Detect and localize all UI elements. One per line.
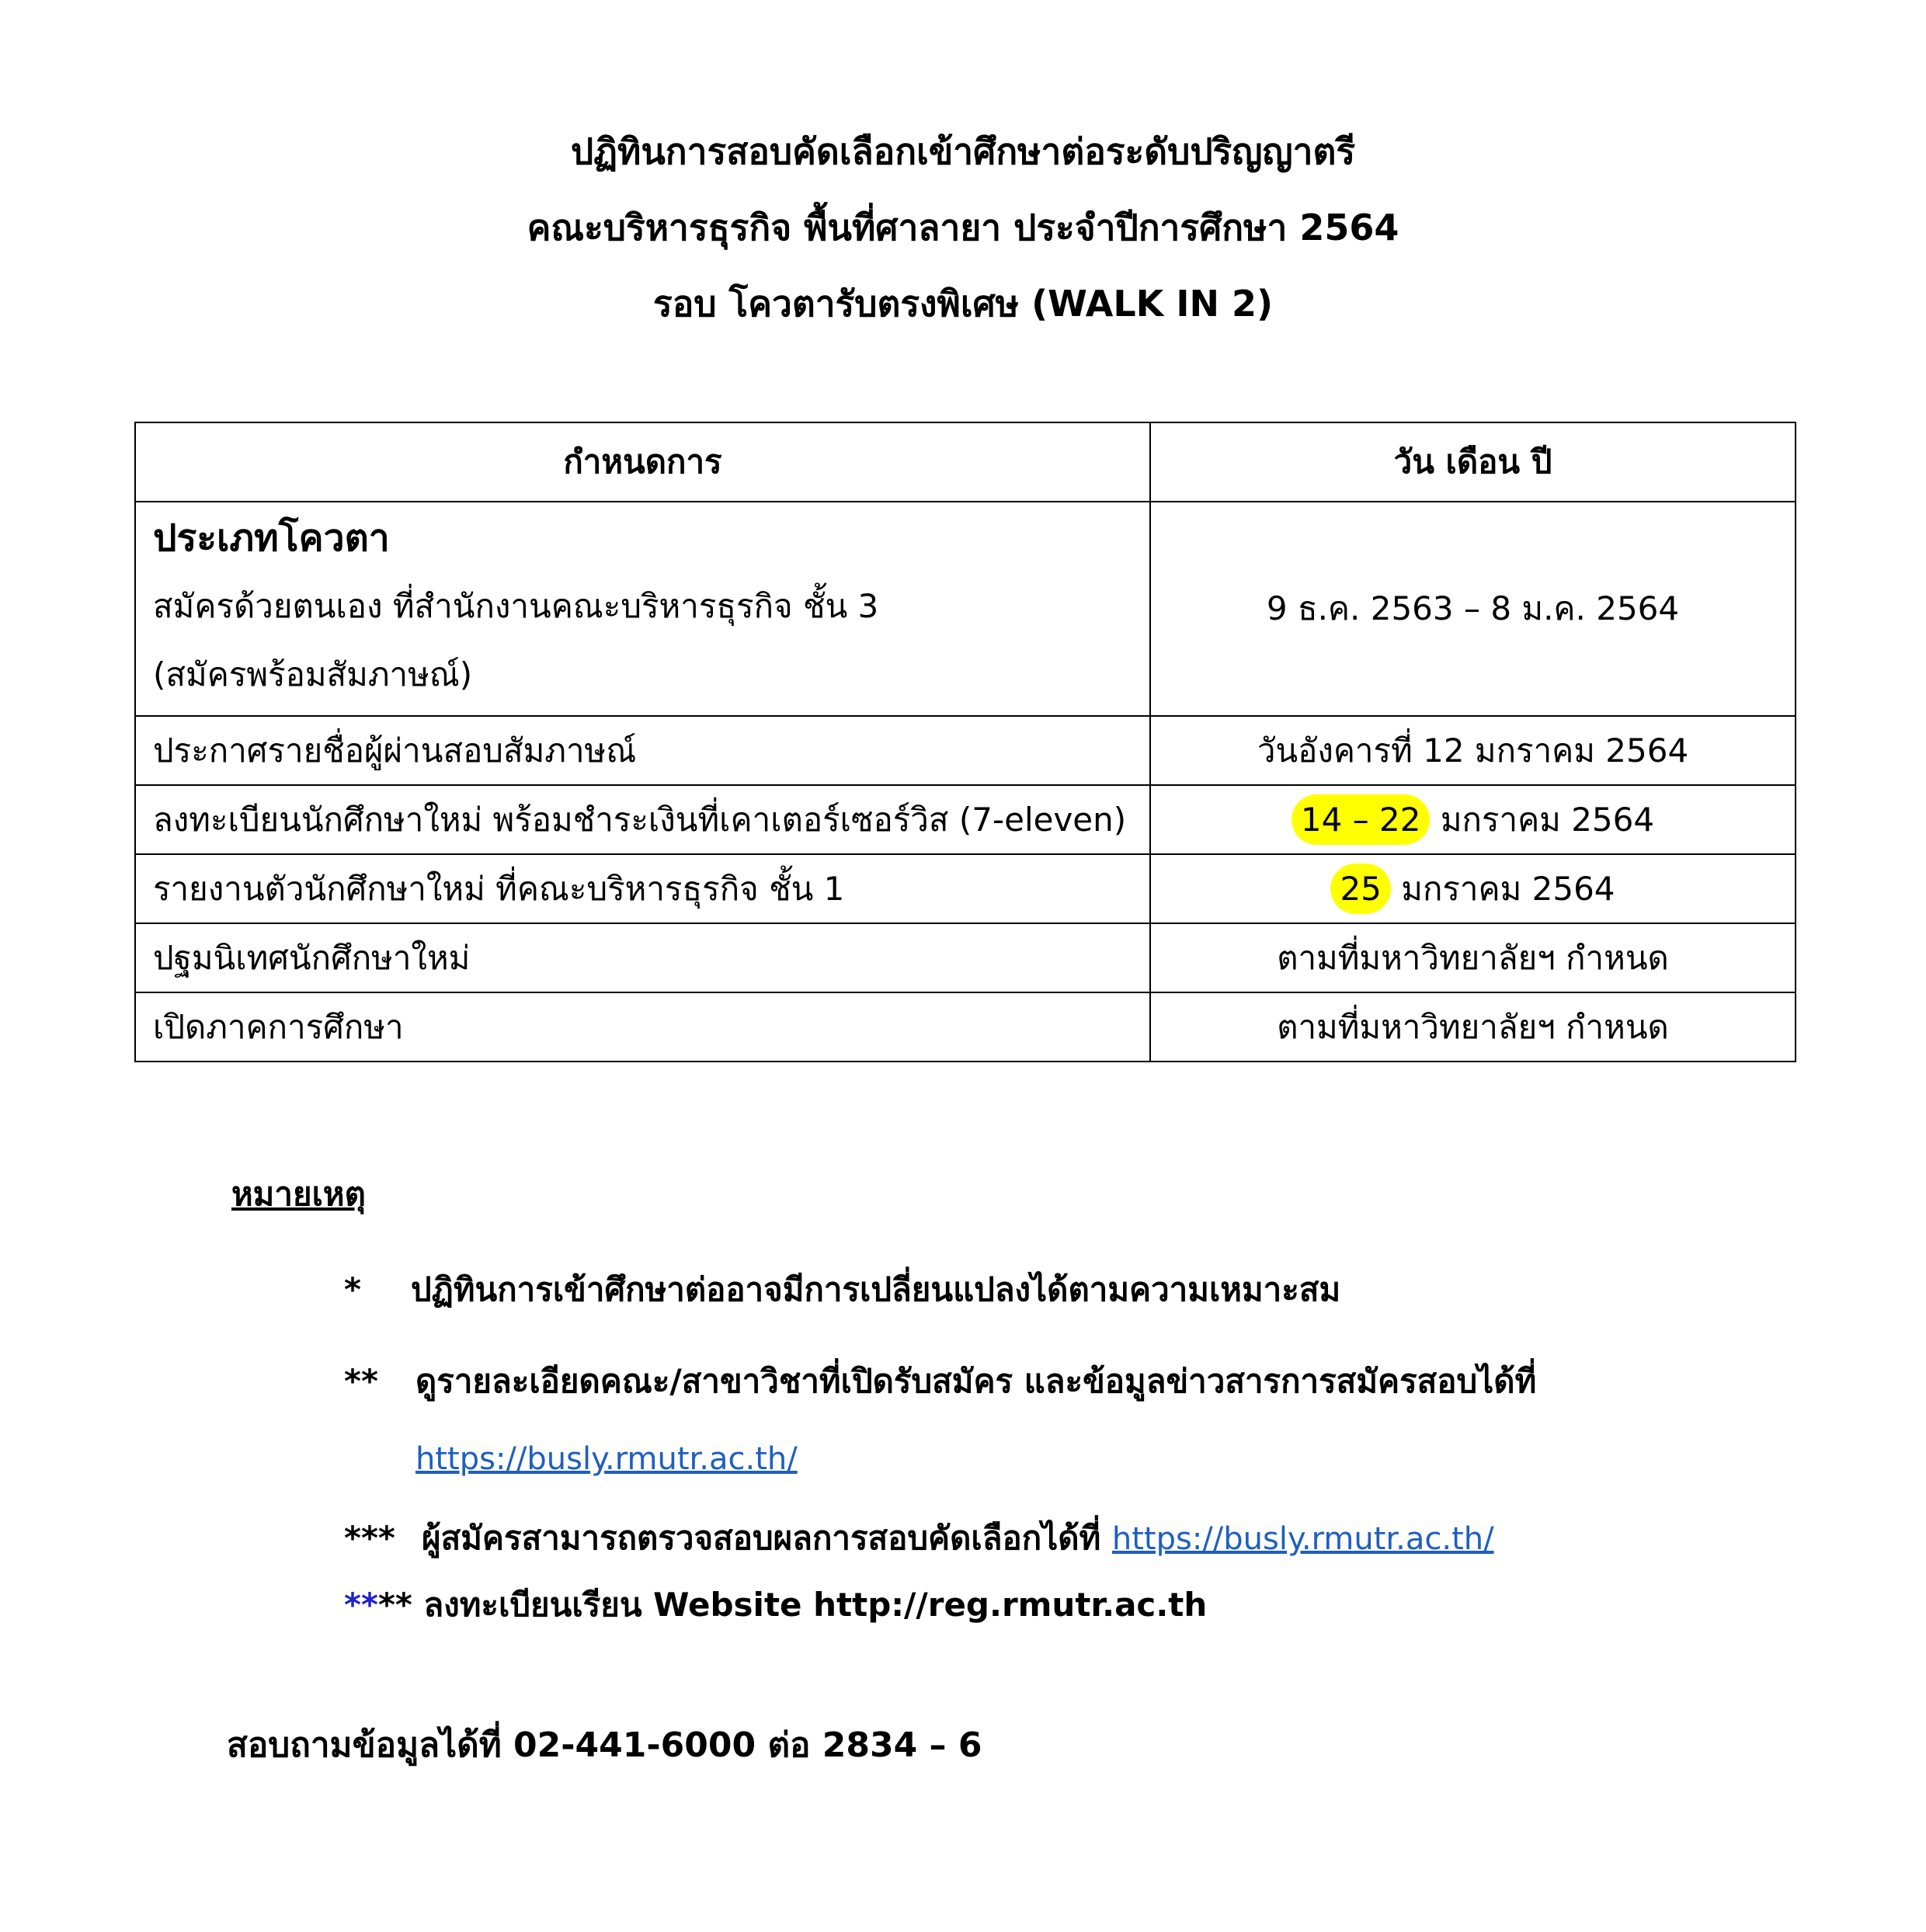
note-marker: ** (377, 1586, 412, 1624)
note-marker: ** (344, 1362, 378, 1400)
date-text: มกราคม 2564 (1430, 800, 1655, 839)
note-1 (344, 1268, 1340, 1312)
note-text: ลงทะเบียนเรียน Website http://reg.rmutr.ac.th (423, 1586, 1208, 1624)
document-title-line-1: ปฏิทินการสอบคัดเลือกเข้าศึกษาต่อระดับปริญญาตรี (570, 130, 1356, 172)
note-3 (344, 1517, 1494, 1561)
table-header-row (135, 422, 1796, 502)
table-row (135, 502, 1796, 716)
highlighted-date: 25 (1330, 863, 1390, 914)
schedule-item-cell: รายงานตัวนักศึกษาใหม่ ที่คณะบริหารธุรกิจ ชั้น 1 (135, 854, 1150, 923)
note-marker: * (344, 1270, 361, 1308)
note-4 (344, 1583, 1207, 1627)
website-link[interactable]: https://busly.rmutr.ac.th/ (1111, 1521, 1494, 1557)
date-text: มกราคม 2564 (1390, 869, 1615, 908)
contact-info: สอบถามข้อมูลได้ที่ 02-441-6000 ต่อ 2834 – 6 (227, 1725, 982, 1765)
schedule-item-cell: ประกาศรายชื่อผู้ผ่านสอบสัมภาษณ์ (135, 716, 1150, 785)
date-cell: ตามที่มหาวิทยาลัยฯ กำหนด (1150, 923, 1796, 992)
schedule-item-cell: ลงทะเบียนนักศึกษาใหม่ พร้อมชำระเงินที่เคาเตอร์เซอร์วิส (7-eleven) (135, 785, 1150, 854)
table-row (135, 785, 1796, 854)
schedule-item-subtext: (สมัครพร้อมสัมภาษณ์) (153, 655, 473, 693)
document-title-line-2: คณะบริหารธุรกิจ พื้นที่ศาลายา ประจำปีการศึกษา 2564 (527, 207, 1399, 248)
table-row (135, 992, 1796, 1062)
table-row (135, 716, 1796, 785)
note-text: ผู้สมัครสามารถตรวจสอบผลการสอบคัดเลือกได้ที่ (422, 1519, 1101, 1557)
note-text: ดูรายละเอียดคณะ/สาขาวิชาที่เปิดรับสมัคร และข้อมูลข่าวสารการสมัครสอบได้ที่ (415, 1362, 1537, 1400)
note-marker: *** (344, 1519, 395, 1557)
column-header-schedule: กำหนดการ (135, 422, 1150, 502)
date-cell: วันอังคารที่ 12 มกราคม 2564 (1150, 716, 1796, 785)
table-row (135, 923, 1796, 992)
date-cell (1150, 785, 1796, 854)
schedule-item-cell: ปฐมนิเทศนักศึกษาใหม่ (135, 923, 1150, 992)
schedule-item-cell (135, 502, 1150, 716)
note-2 (344, 1360, 1536, 1403)
quota-type-heading: ประเภทโควตา (153, 516, 390, 560)
date-cell (1150, 854, 1796, 923)
date-cell: 9 ธ.ค. 2563 – 8 ม.ค. 2564 (1150, 502, 1796, 716)
notes-heading: หมายเหตุ (231, 1175, 366, 1213)
date-cell: ตามที่มหาวิทยาลัยฯ กำหนด (1150, 992, 1796, 1062)
note-text: ปฏิทินการเข้าศึกษาต่ออาจมีการเปลี่ยนแปลงได้ตามความเหมาะสม (411, 1270, 1341, 1308)
schedule-item-cell: เปิดภาคการศึกษา (135, 992, 1150, 1062)
note-marker-blue: ** (344, 1586, 378, 1624)
table-row (135, 854, 1796, 923)
schedule-item-text: สมัครด้วยตนเอง ที่สำนักงานคณะบริหารธุรกิจ ชั้น 3 (153, 587, 879, 625)
highlighted-date: 14 – 22 (1292, 794, 1431, 845)
column-header-date: วัน เดือน ปี (1150, 422, 1796, 502)
website-link[interactable]: https://busly.rmutr.ac.th/ (415, 1441, 798, 1477)
schedule-table (134, 422, 1796, 1062)
note-2-link-line (415, 1437, 798, 1481)
document-title-line-3: รอบ โควตารับตรงพิเศษ (WALK IN 2) (652, 283, 1273, 325)
